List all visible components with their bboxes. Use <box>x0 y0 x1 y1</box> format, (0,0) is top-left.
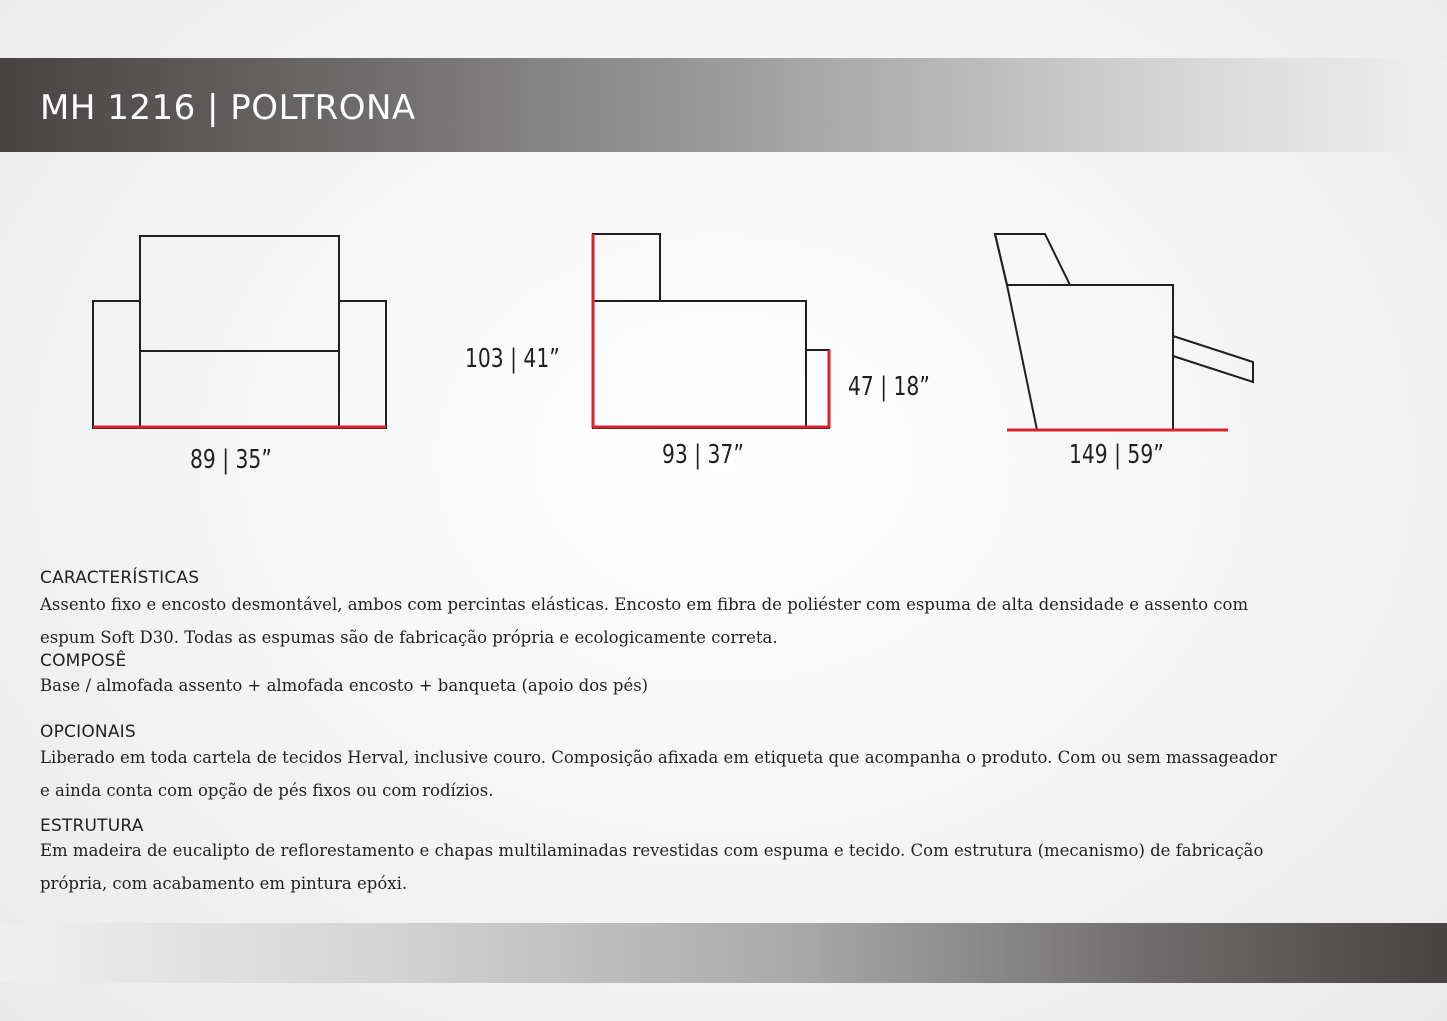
front-backrest-outline <box>140 236 339 351</box>
estrutura-text-line-2: própria, com acabamento em pintura epóxi. <box>40 874 408 893</box>
side-body-outline <box>593 301 806 428</box>
front-view-drawing <box>93 236 386 428</box>
estrutura-heading: ESTRUTURA <box>40 816 144 836</box>
reclined-footrest-outline <box>1173 336 1253 382</box>
height-dimension-label: 103 | 41” <box>465 344 560 374</box>
side-view-drawing <box>593 234 829 428</box>
front-left-arm-outline <box>93 301 140 428</box>
reclined-depth-dimension-label: 149 | 59” <box>1069 440 1164 470</box>
estrutura-text-line-1: Em madeira de eucalipto de reflorestamento e chapas multilaminadas revestidas com espuma e tecido. Com estrutura (mecanismo) de fabricação <box>40 841 1264 860</box>
composicao-text-line-1: Base / almofada assento + almofada encosto + banqueta (apoio dos pés) <box>40 676 649 695</box>
composicao-heading: COMPOSÊ <box>40 651 127 671</box>
depth-dimension-label: 93 | 37” <box>662 440 744 470</box>
opcionais-heading: OPCIONAIS <box>40 722 136 742</box>
caracteristicas-text-line-2: espum Soft D30. Todas as espumas são de fabricação própria e ecologicamente correta. <box>40 628 778 647</box>
page-title: MH 1216 | POLTRONA <box>40 88 416 128</box>
reclined-back-line-lower <box>1007 285 1037 430</box>
caracteristicas-heading: CARACTERÍSTICAS <box>40 568 200 588</box>
side-footrest-outline <box>806 350 829 428</box>
seat-height-dimension-label: 47 | 18” <box>848 372 930 402</box>
footer-bar <box>0 923 1447 983</box>
front-seat-outline <box>140 351 339 428</box>
front-right-arm-outline <box>339 301 386 428</box>
opcionais-text-line-2: e ainda conta com opção de pés fixos ou com rodízios. <box>40 781 494 800</box>
side-headrest-outline <box>593 234 660 301</box>
reclined-view-drawing <box>995 234 1253 430</box>
reclined-back-line-upper <box>995 234 1007 285</box>
opcionais-text-line-1: Liberado em toda cartela de tecidos Herval, inclusive couro. Composição afixada em etiqueta que acompanha o produto. Com ou sem massageador <box>40 748 1277 767</box>
caracteristicas-text-line-1: Assento fixo e encosto desmontável, ambos com percintas elásticas. Encosto em fibra de poliéster com espuma de alta densidade e assento com <box>40 595 1249 614</box>
width-dimension-label: 89 | 35” <box>190 445 272 475</box>
reclined-headrest-outline <box>995 234 1070 285</box>
